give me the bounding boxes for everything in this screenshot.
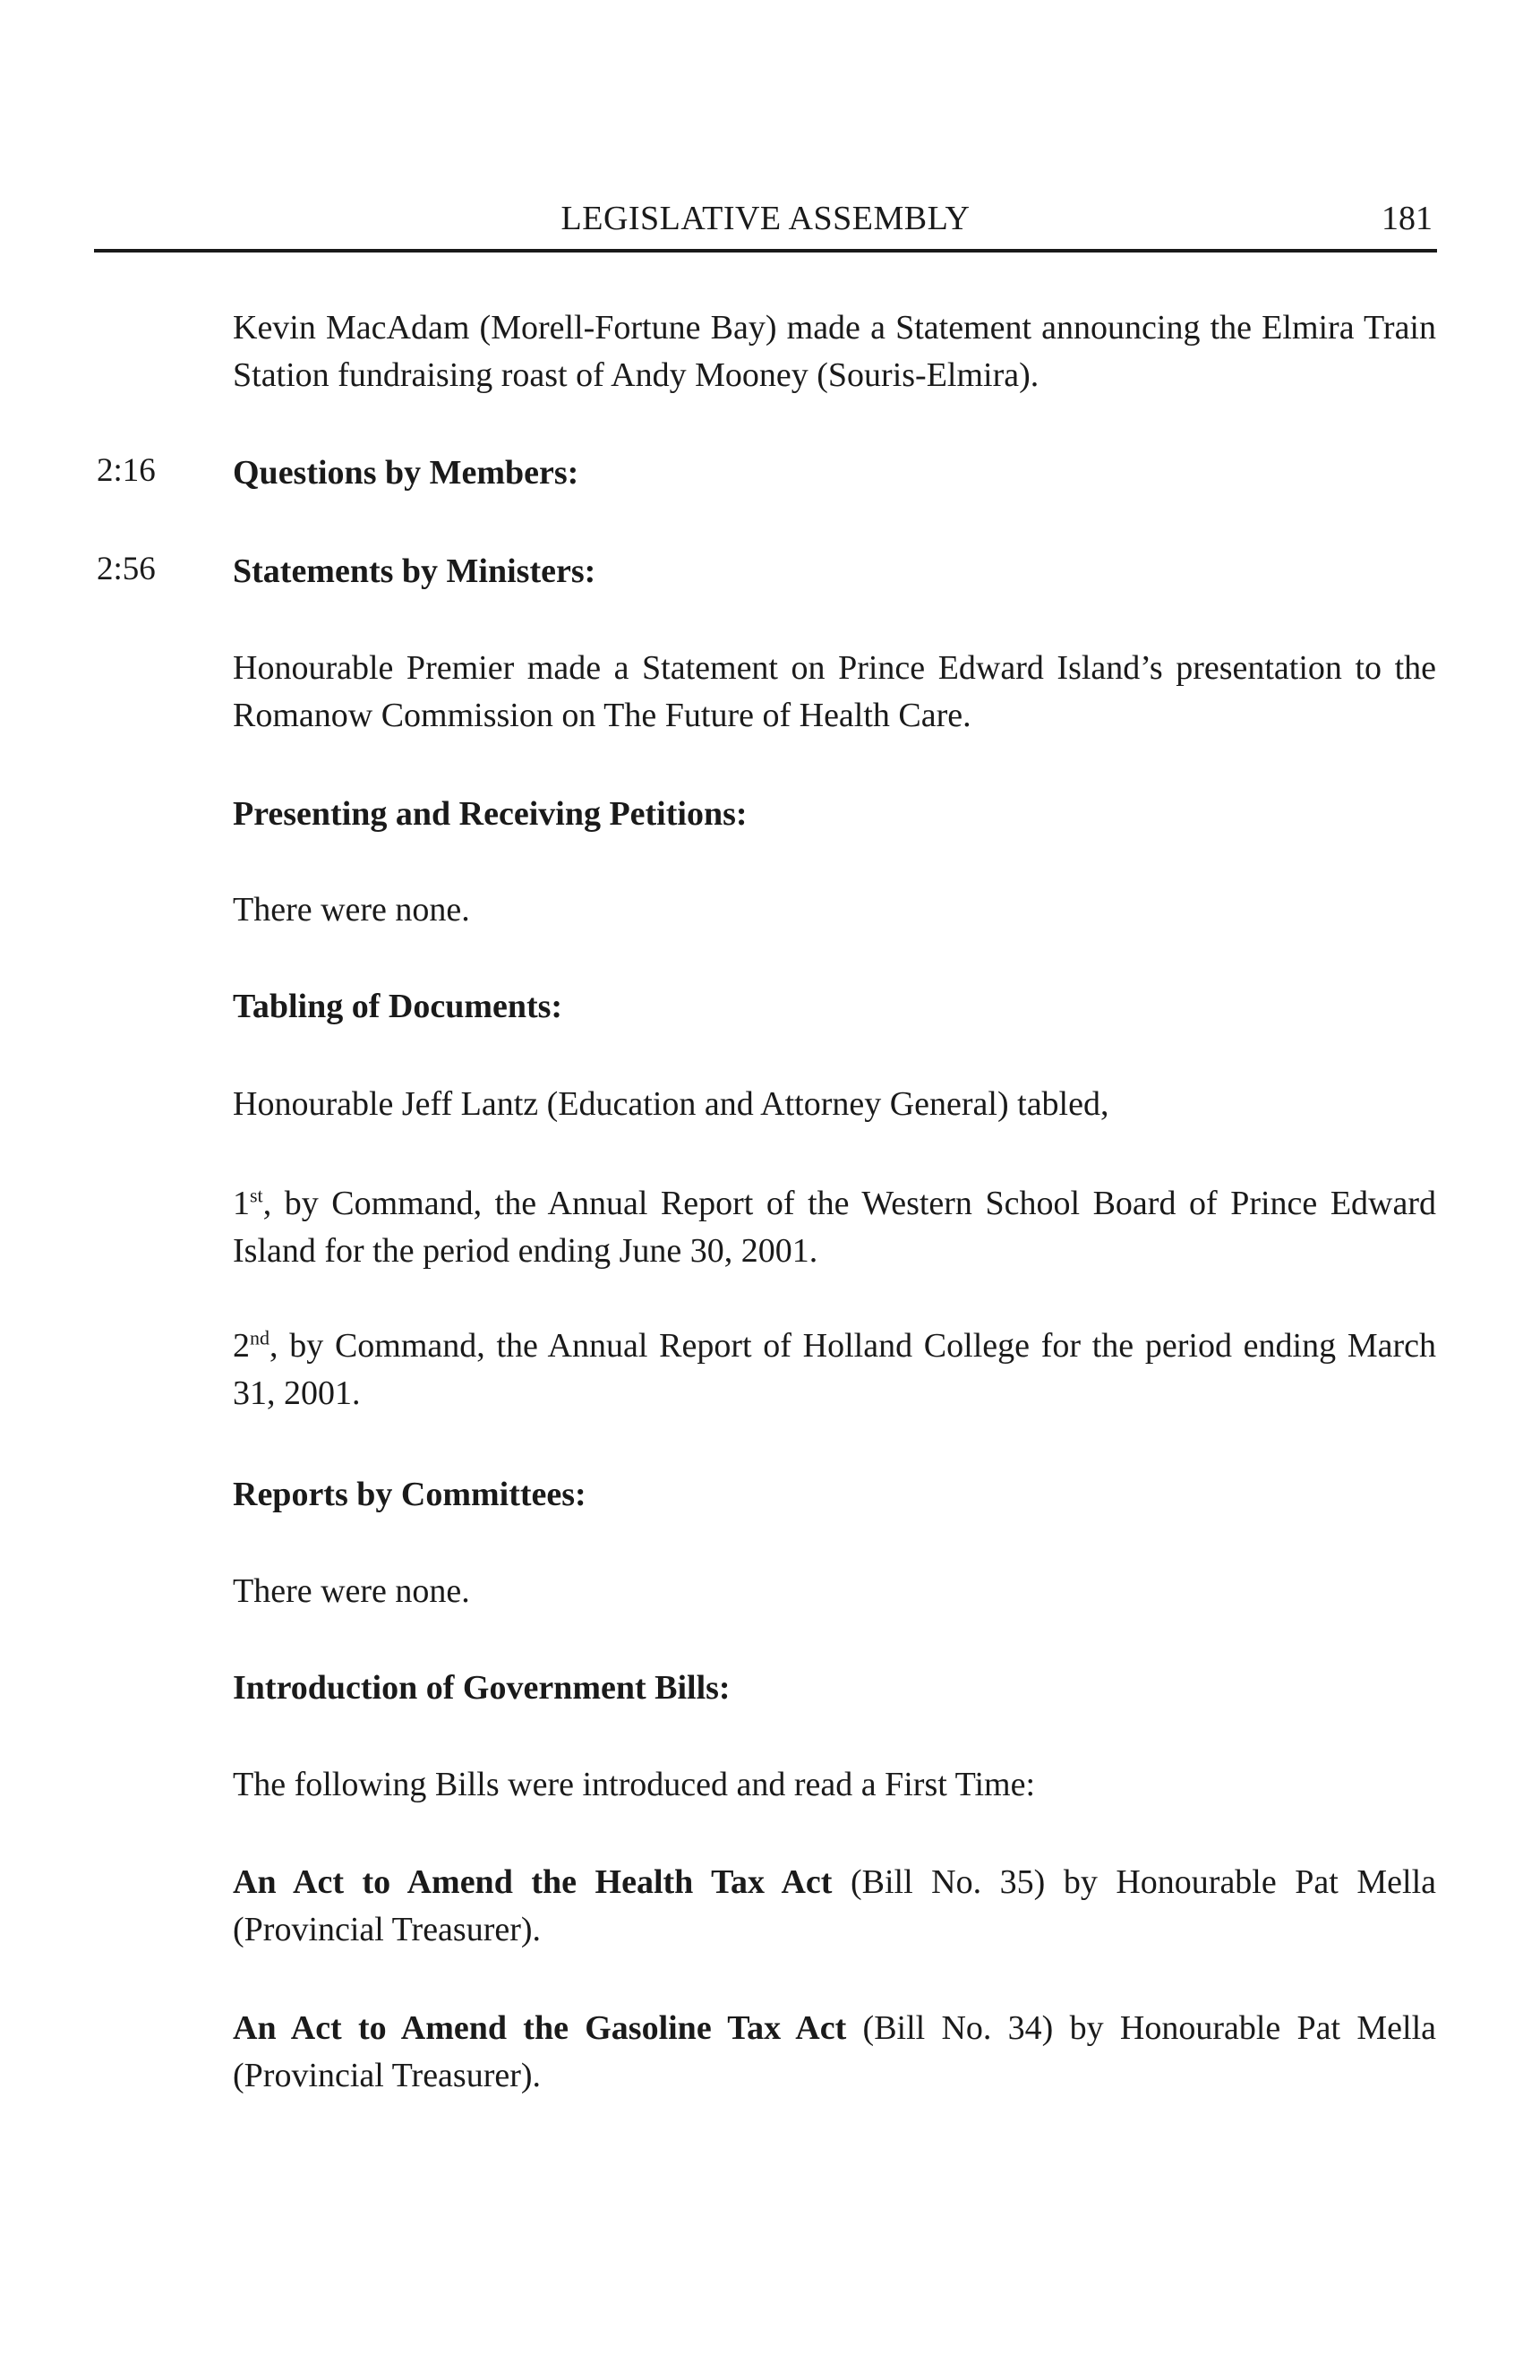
tabling-item-2-text: , by Command, the Annual Report of Holland College for the period ending March 31, 2001.: [233, 1327, 1436, 1412]
tabling-item2-block: [233, 1323, 1436, 1417]
bills-block: [233, 1665, 1436, 1712]
petitions-heading: Presenting and Receiving Petitions:: [233, 795, 748, 833]
questions-block: [233, 449, 1436, 497]
bill-2-block: [233, 2005, 1436, 2100]
bill-1-details: (Bill No. 35) by Honourable Pat Mella (Provincial Treasurer).: [233, 1863, 1436, 1948]
bill-2-title: An Act to Amend the Gasoline Tax Act: [233, 2009, 847, 2047]
tabling-item-1-num: 1: [233, 1185, 250, 1222]
page-header: [94, 195, 1437, 253]
time-questions: 2:16: [97, 452, 156, 489]
page-header-title: LEGISLATIVE ASSEMBLY: [560, 200, 971, 237]
committees-block: [233, 1471, 1436, 1519]
bills-intro-block: [233, 1761, 1436, 1809]
tabling-heading: Tabling of Documents:: [233, 988, 563, 1025]
ministers-text-block: [233, 645, 1436, 740]
bills-heading: Introduction of Government Bills:: [233, 1669, 731, 1707]
petitions-text: There were none.: [233, 891, 470, 929]
ministers-heading: Statements by Ministers:: [233, 552, 596, 590]
bill-1: [233, 1859, 1436, 1954]
macadam-statement-block: [233, 304, 1436, 399]
tabling-item1-block: [233, 1180, 1436, 1275]
tabling-intro-block: [233, 1081, 1436, 1128]
tabling-item-2: [233, 1323, 1436, 1417]
page-number: 181: [1382, 200, 1433, 237]
macadam-statement: Kevin MacAdam (Morell-Fortune Bay) made a Statement announcing the Elmira Train Station fundraising roast of Andy Mooney (Souris-Elmira).: [233, 309, 1436, 394]
tabling-item-1-text: , by Command, the Annual Report of the Western School Board of Prince Edward Island for the period ending June 30, 2001.: [233, 1185, 1436, 1270]
committees-text: There were none.: [233, 1572, 470, 1610]
questions-heading: Questions by Members:: [233, 454, 579, 492]
petitions-text-block: [233, 886, 1436, 934]
bill-1-block: [233, 1859, 1436, 1954]
committees-heading: Reports by Committees:: [233, 1476, 586, 1513]
tabling-item-2-ordinal: nd: [250, 1326, 270, 1349]
tabling-item-1-ordinal: st: [250, 1184, 263, 1207]
tabling-intro: Honourable Jeff Lantz (Education and Attorney General) tabled,: [233, 1085, 1109, 1123]
tabling-block: [233, 983, 1436, 1031]
petitions-block: [233, 791, 1436, 838]
bill-2: [233, 2005, 1436, 2100]
tabling-item-1: [233, 1180, 1436, 1275]
ministers-block: [233, 548, 1436, 595]
time-ministers: 2:56: [97, 551, 156, 587]
committees-text-block: [233, 1568, 1436, 1615]
bills-intro: The following Bills were introduced and read a First Time:: [233, 1766, 1036, 1803]
ministers-statement: Honourable Premier made a Statement on Prince Edward Island’s presentation to the Romanow Commission on The Future of Health Care.: [233, 649, 1436, 734]
tabling-item-2-num: 2: [233, 1327, 250, 1365]
bill-2-details: (Bill No. 34) by Honourable Pat Mella (Provincial Treasurer).: [233, 2009, 1436, 2094]
bill-1-title: An Act to Amend the Health Tax Act: [233, 1863, 833, 1901]
